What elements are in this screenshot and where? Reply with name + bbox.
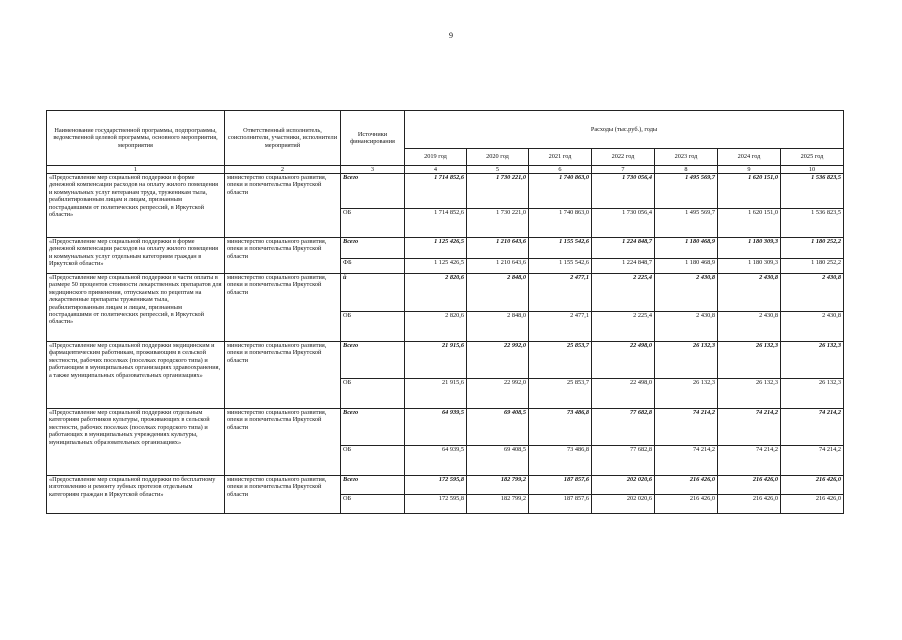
total-value: 187 857,6 (529, 476, 592, 495)
header-executor: Ответственный исполнитель, соисполнители, участники, исполнители мероприятий (225, 111, 341, 166)
total-value: 1 730 056,4 (592, 174, 655, 209)
executor: министерство социального развития, опеки и попечительства Иркутской области (225, 409, 341, 476)
source-sub-label: ОБ (341, 446, 405, 476)
sub-value: 202 020,6 (592, 495, 655, 514)
total-value: 172 595,8 (405, 476, 467, 495)
column-number: 3 (341, 166, 405, 174)
sub-value: 77 682,8 (592, 446, 655, 476)
sub-value: 69 408,5 (467, 446, 529, 476)
total-value: 2 430,8 (718, 274, 781, 312)
sub-value: 216 426,0 (718, 495, 781, 514)
total-value: 1 224 848,7 (592, 238, 655, 259)
executor: министерство социального развития, опеки и попечительства Иркутской области (225, 476, 341, 514)
program-name: «Предоставление мер социальной поддержки медицинским и фармацевтическим работникам, проживающим в сельской местности, рабочих поселках (поселках городского типа) и работающим в муниципальных организациях здравоохранения, а также муниципальных образовательных организациях» (47, 342, 225, 409)
total-value: 22 992,0 (467, 342, 529, 379)
sub-value: 2 225,4 (592, 312, 655, 342)
total-value: 1 536 823,5 (781, 174, 844, 209)
total-value: 1 730 221,0 (467, 174, 529, 209)
table-row (47, 174, 844, 209)
source-total-label: Всего (341, 476, 405, 495)
column-number: 8 (655, 166, 718, 174)
total-value: 2 848,0 (467, 274, 529, 312)
total-value: 74 214,2 (781, 409, 844, 446)
total-value: 1 180 252,2 (781, 238, 844, 259)
total-value: 1 210 643,6 (467, 238, 529, 259)
source-total-label: Всего (341, 238, 405, 259)
total-value: 2 430,8 (781, 274, 844, 312)
total-value: 74 214,2 (718, 409, 781, 446)
executor: министерство социального развития, опеки и попечительства Иркутской области (225, 342, 341, 409)
total-value: 1 180 309,3 (718, 238, 781, 259)
program-name: «Предоставление мер социальной поддержки в форме денежной компенсации расходов на оплату жилого помещения и коммунальных услуг ветеранам труда, труженикам тыла, реабилитированным лицам и лицам, признанным пострадавшими от политических репрессий, в Иркутской области» (47, 174, 225, 238)
source-total-label: Всего (341, 409, 405, 446)
source-sub-label: ОБ (341, 379, 405, 409)
sub-value: 74 214,2 (655, 446, 718, 476)
sub-value: 1 210 643,6 (467, 259, 529, 274)
total-value: 21 915,6 (405, 342, 467, 379)
table-row (47, 476, 844, 495)
total-value: 25 853,7 (529, 342, 592, 379)
total-value: 216 426,0 (655, 476, 718, 495)
column-number: 1 (47, 166, 225, 174)
header-year: 2024 год (718, 149, 781, 166)
total-value: 26 132,3 (718, 342, 781, 379)
sub-value: 1 180 468,9 (655, 259, 718, 274)
total-value: 202 020,6 (592, 476, 655, 495)
column-number: 6 (529, 166, 592, 174)
total-value: 74 214,2 (655, 409, 718, 446)
sub-value: 2 430,8 (655, 312, 718, 342)
total-value: 1 155 542,6 (529, 238, 592, 259)
total-value: 1 180 468,9 (655, 238, 718, 259)
sub-value: 25 853,7 (529, 379, 592, 409)
sub-value: 21 915,6 (405, 379, 467, 409)
sub-value: 22 498,0 (592, 379, 655, 409)
source-total-label: Всего (341, 174, 405, 209)
total-value: 69 408,5 (467, 409, 529, 446)
sub-value: 1 495 569,7 (655, 209, 718, 238)
executor: министерство социального развития, опеки и попечительства Иркутской области (225, 174, 341, 238)
executor: министерство социального развития, опеки и попечительства Иркутской области (225, 238, 341, 274)
source-sub-label: ФБ (341, 259, 405, 274)
sub-value: 22 992,0 (467, 379, 529, 409)
header-expenses: Расходы (тыс.руб.), годы (405, 111, 844, 149)
total-value: 2 430,8 (655, 274, 718, 312)
sub-value: 1 740 863,0 (529, 209, 592, 238)
column-number: 10 (781, 166, 844, 174)
table-row (47, 342, 844, 379)
sub-value: 1 714 852,6 (405, 209, 467, 238)
header-source: Источники финансирования (341, 111, 405, 166)
sub-value: 216 426,0 (781, 495, 844, 514)
total-value: 1 740 863,0 (529, 174, 592, 209)
sub-value: 216 426,0 (655, 495, 718, 514)
sub-value: 1 155 542,6 (529, 259, 592, 274)
sub-value: 1 125 426,5 (405, 259, 467, 274)
sub-value: 1 180 309,3 (718, 259, 781, 274)
source-sub-label: ОБ (341, 209, 405, 238)
sub-value: 172 595,8 (405, 495, 467, 514)
total-value: 2 820,6 (405, 274, 467, 312)
total-value: 1 125 426,5 (405, 238, 467, 259)
table-row (47, 409, 844, 446)
page-number: 9 (449, 31, 453, 40)
source-sub-label: ОБ (341, 495, 405, 514)
program-name: «Предоставление мер социальной поддержки по бесплатному изготовлению и ремонту зубных протезов отдельным категориям граждан в Иркутской области» (47, 476, 225, 514)
sub-value: 2 848,0 (467, 312, 529, 342)
total-value: 22 498,0 (592, 342, 655, 379)
header-year: 2019 год (405, 149, 467, 166)
sub-value: 74 214,2 (718, 446, 781, 476)
sub-value: 1 224 848,7 (592, 259, 655, 274)
sub-value: 74 214,2 (781, 446, 844, 476)
source-sub-label: ОБ (341, 312, 405, 342)
header-year: 2021 год (529, 149, 592, 166)
source-total-label: й (341, 274, 405, 312)
column-number: 7 (592, 166, 655, 174)
total-value: 1 495 569,7 (655, 174, 718, 209)
column-number: 9 (718, 166, 781, 174)
sub-value: 1 180 252,2 (781, 259, 844, 274)
sub-value: 2 430,8 (718, 312, 781, 342)
source-total-label: Всего (341, 342, 405, 379)
total-value: 1 620 151,0 (718, 174, 781, 209)
header-year: 2020 год (467, 149, 529, 166)
program-name: «Предоставление мер социальной поддержки в части оплаты в размере 50 процентов стоимости лекарственных препаратов для медицинского применения, отпускаемых по рецептам на лекарственные препараты труженикам тыла, реабилитированным лицам и лицам, признанным пострадавшими от политических репрессий, в Иркутской области» (47, 274, 225, 342)
column-number: 5 (467, 166, 529, 174)
sub-value: 1 536 823,5 (781, 209, 844, 238)
sub-value: 1 730 221,0 (467, 209, 529, 238)
sub-value: 182 799,2 (467, 495, 529, 514)
header-year: 2023 год (655, 149, 718, 166)
table-row (47, 238, 844, 259)
total-value: 2 225,4 (592, 274, 655, 312)
sub-value: 73 486,8 (529, 446, 592, 476)
sub-value: 187 857,6 (529, 495, 592, 514)
sub-value: 1 620 151,0 (718, 209, 781, 238)
sub-value: 2 820,6 (405, 312, 467, 342)
program-name: «Предоставление мер социальной поддержки отдельным категориям работников культуры, проживающих в сельской местности, рабочих поселках (поселках городского типа) и работающих в муниципальных учреждениях культуры, муниципальных образовательных организациях» (47, 409, 225, 476)
column-number: 4 (405, 166, 467, 174)
total-value: 1 714 852,6 (405, 174, 467, 209)
total-value: 26 132,3 (781, 342, 844, 379)
total-value: 182 799,2 (467, 476, 529, 495)
total-value: 64 939,5 (405, 409, 467, 446)
sub-value: 2 430,8 (781, 312, 844, 342)
header-year: 2022 год (592, 149, 655, 166)
header-year: 2025 год (781, 149, 844, 166)
sub-value: 2 477,1 (529, 312, 592, 342)
column-number: 2 (225, 166, 341, 174)
total-value: 216 426,0 (718, 476, 781, 495)
total-value: 216 426,0 (781, 476, 844, 495)
sub-value: 1 730 056,4 (592, 209, 655, 238)
executor: министерство социального развития, опеки и попечительства Иркутской области (225, 274, 341, 342)
total-value: 77 682,8 (592, 409, 655, 446)
total-value: 73 486,8 (529, 409, 592, 446)
sub-value: 26 132,3 (718, 379, 781, 409)
program-name: «Предоставление мер социальной поддержки в форме денежной компенсации расходов на оплату жилого помещения и коммунальных услуг отдельным категориям граждан в Иркутской области» (47, 238, 225, 274)
total-value: 26 132,3 (655, 342, 718, 379)
sub-value: 26 132,3 (655, 379, 718, 409)
total-value: 2 477,1 (529, 274, 592, 312)
sub-value: 64 939,5 (405, 446, 467, 476)
table-body (47, 174, 844, 514)
header-name: Наименование государственной программы, подпрограммы, ведомственной целевой программы, основного мероприятия, мероприятия (47, 111, 225, 166)
sub-value: 26 132,3 (781, 379, 844, 409)
table-row (47, 274, 844, 312)
budget-table (46, 110, 844, 514)
